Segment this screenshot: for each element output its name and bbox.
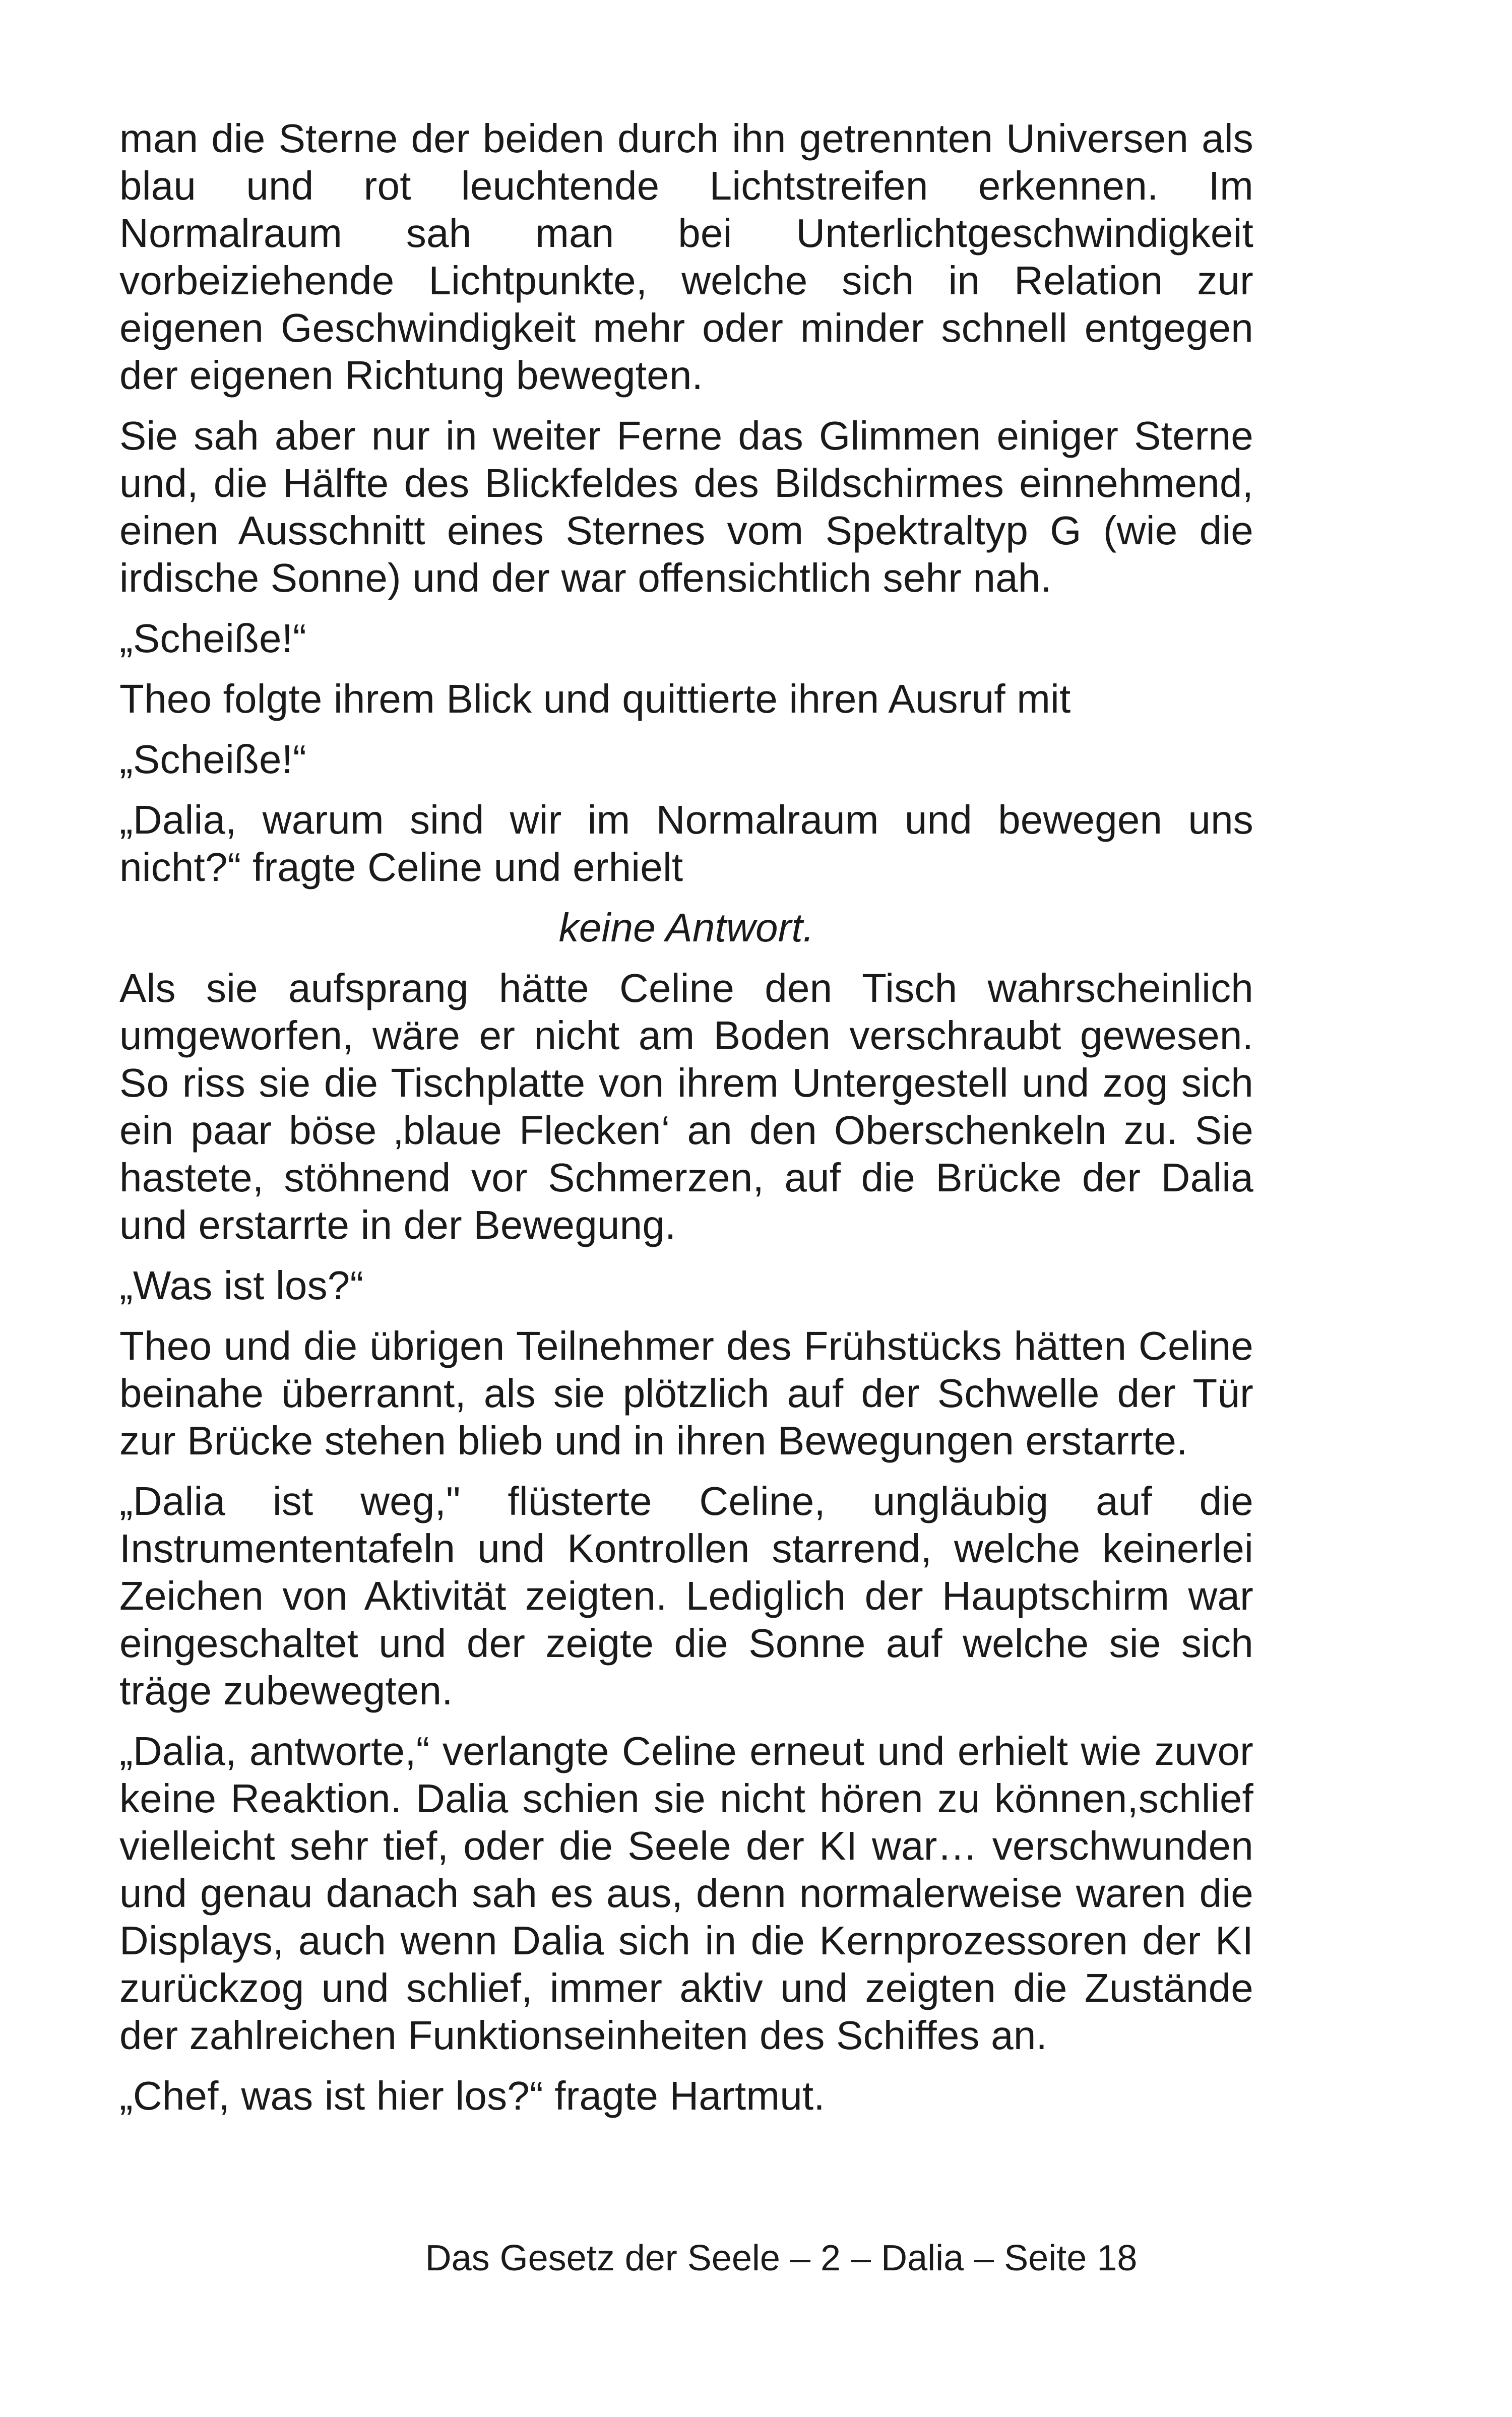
paragraph: Theo und die übrigen Teilnehmer des Frühstücks hätten Celine beinahe überrannt, als sie plötzlich auf der Schwelle der Tür zur Brücke stehen blieb und in ihren Bewegungen erstarrte. bbox=[119, 1323, 1253, 1463]
dialogue-line: „Was ist los?“ bbox=[119, 1263, 364, 1308]
paragraph: Als sie aufsprang hätte Celine den Tisch wahrscheinlich umgeworfen, wäre er nicht am Boden verschraubt gewesen. So riss sie die Tischplatte von ihrem Untergestell und zog sich ein paar böse ‚blaue Flecken‘ an den Oberschenkeln zu. Sie hastete, stöhnend vor Schmerzen, auf die Brücke der Dalia und erstarrte in der Bewegung. bbox=[119, 966, 1253, 1247]
dialogue-line: „Chef, was ist hier los?“ fragte Hartmut. bbox=[119, 2073, 825, 2118]
emphasized-line: keine Antwort. bbox=[558, 905, 814, 950]
page-footer: Das Gesetz der Seele – 2 – Dalia – Seite 18 bbox=[425, 2238, 1138, 2278]
paragraph: Sie sah aber nur in weiter Ferne das Glimmen einiger Sterne und, die Hälfte des Blickfeldes des Bildschirmes einnehmend, einen Ausschnitt eines Sternes vom Spektraltyp G (wie die irdische Sonne) und der war offensichtlich sehr nah. bbox=[119, 413, 1253, 600]
paragraph: Theo folgte ihrem Blick und quittierte ihren Ausruf mit bbox=[119, 676, 1071, 721]
page-body bbox=[119, 115, 1253, 2133]
paragraph: „Dalia, antworte,“ verlangte Celine erneut und erhielt wie zuvor keine Reaktion. Dalia schien sie nicht hören zu können,schlief vielleicht sehr tief, oder die Seele der KI war… verschwunden und genau danach sah es aus, denn normalerweise waren die Displays, auch wenn Dalia sich in die Kernprozessoren der KI zurückzog und schlief, immer aktiv und zeigten die Zustände der zahlreichen Funktionseinheiten des Schiffes an. bbox=[119, 1729, 1253, 2058]
paragraph: „Dalia, warum sind wir im Normalraum und bewegen uns nicht?“ fragte Celine und erhielt bbox=[119, 797, 1253, 889]
paragraph: man die Sterne der beiden durch ihn getrennten Universen als blau und rot leuchtende Lichtstreifen erkennen. Im Normalraum sah man bei Unterlichtgeschwindigkeit vorbeiziehende Lichtpunkte, welche sich in Relation zur eigenen Geschwindigkeit mehr oder minder schnell entgegen der eigenen Richtung bewegten. bbox=[119, 116, 1253, 398]
paragraph: „Dalia ist weg," flüsterte Celine, ungläubig auf die Instrumententafeln und Kontrollen starrend, welche keinerlei Zeichen von Aktivität zeigten. Lediglich der Hauptschirm war eingeschaltet und der zeigte die Sonne auf welche sie sich träge zubewegten. bbox=[119, 1479, 1253, 1713]
dialogue-line: „Scheiße!“ bbox=[119, 737, 306, 782]
dialogue-line: „Scheiße!“ bbox=[119, 616, 306, 661]
